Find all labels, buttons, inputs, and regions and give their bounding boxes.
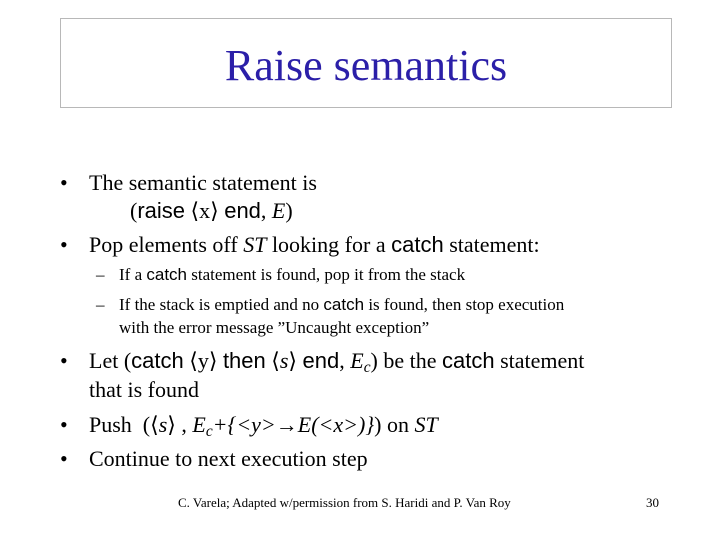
keyword-catch: catch bbox=[391, 232, 444, 257]
var-ST: ST bbox=[243, 232, 267, 257]
keyword-catch: catch bbox=[442, 348, 495, 373]
var-ST: ST bbox=[414, 412, 438, 437]
var-s: s bbox=[279, 348, 289, 373]
sub-bullet-1-text bbox=[119, 264, 465, 286]
bullet-4-text bbox=[89, 412, 438, 438]
sub-1-pre: If a bbox=[119, 265, 143, 284]
sub-2-post: is found, then stop execution bbox=[368, 295, 565, 314]
bullet-4-marker: • bbox=[60, 412, 68, 437]
keyword-end: end bbox=[302, 348, 340, 373]
paren-close: ) bbox=[285, 198, 293, 223]
keyword-catch: catch bbox=[146, 265, 188, 284]
bullet-1-marker: • bbox=[60, 170, 68, 195]
var-E: E bbox=[271, 198, 286, 223]
angle-open: ⟨ bbox=[271, 348, 280, 373]
bullet-5-marker: • bbox=[60, 446, 68, 471]
sub-bullet-2-continuation: with the error message ”Uncaught exception” bbox=[119, 318, 430, 337]
bullet-2-mid: looking for a bbox=[271, 232, 386, 257]
keyword-catch: catch bbox=[131, 348, 184, 373]
bullet-3-pre: Let ( bbox=[89, 348, 132, 373]
bullet-2-text bbox=[89, 232, 540, 258]
bullet-5-text: Continue to next execution step bbox=[89, 446, 368, 471]
angle-open: ⟨ bbox=[150, 412, 159, 437]
keyword-raise: raise bbox=[137, 198, 186, 223]
paren-open: ( bbox=[130, 198, 138, 223]
bullet-3-continuation: that is found bbox=[89, 377, 199, 402]
angle-open: ⟨ bbox=[190, 198, 200, 223]
env-extension-part2: E(<x>)} bbox=[297, 412, 375, 437]
keyword-then: then bbox=[222, 348, 266, 373]
sub-2-pre: If the stack is emptied and no bbox=[119, 295, 320, 314]
bullet-2-post: statement: bbox=[449, 232, 540, 257]
sub-bullet-2-marker: – bbox=[96, 295, 105, 314]
var-y: y bbox=[197, 348, 209, 373]
angle-open: ⟨ bbox=[189, 348, 198, 373]
comma: , bbox=[339, 348, 345, 373]
comma: , bbox=[175, 412, 187, 437]
env-extension-part1: +{<y> bbox=[212, 412, 276, 437]
bullet-1-statement bbox=[130, 198, 293, 224]
paren-open: ( bbox=[142, 412, 151, 437]
bullet-2-pre: Pop elements off bbox=[89, 232, 238, 257]
bullet-3-marker: • bbox=[60, 348, 68, 373]
var-x: x bbox=[199, 198, 211, 223]
subscript-c: c bbox=[205, 422, 213, 440]
var-E: E bbox=[350, 348, 364, 373]
bullet-3-post2: statement bbox=[500, 348, 585, 373]
page-number: 30 bbox=[646, 495, 659, 510]
sub-bullet-1-marker: – bbox=[96, 265, 105, 284]
var-s: s bbox=[158, 412, 168, 437]
var-E: E bbox=[192, 412, 206, 437]
slide-title: Raise semantics bbox=[224, 41, 508, 90]
angle-close: ⟩ bbox=[210, 198, 219, 223]
sub-1-post: statement is found, pop it from the stack bbox=[191, 265, 466, 284]
subscript-c: c bbox=[363, 358, 371, 376]
bullet-1-text: The semantic statement is bbox=[89, 170, 317, 195]
keyword-catch: catch bbox=[323, 295, 365, 314]
bullet-2-marker: • bbox=[60, 232, 68, 257]
footer-credit: C. Varela; Adapted w/permission from S. Haridi and P. Van Roy bbox=[178, 495, 511, 510]
sub-bullet-2-text bbox=[119, 294, 564, 316]
bullet-3-text bbox=[89, 348, 584, 374]
angle-close: ⟩ bbox=[167, 412, 176, 437]
keyword-end: end bbox=[224, 198, 261, 223]
comma: , bbox=[260, 198, 267, 223]
bullet-3-post: ) be the bbox=[370, 348, 437, 373]
angle-close: ⟩ bbox=[288, 348, 298, 373]
bullet-4-close: ) on bbox=[374, 412, 409, 437]
arrow-icon: → bbox=[275, 412, 298, 437]
angle-close: ⟩ bbox=[208, 348, 218, 373]
bullet-4-pre: Push bbox=[89, 412, 132, 437]
